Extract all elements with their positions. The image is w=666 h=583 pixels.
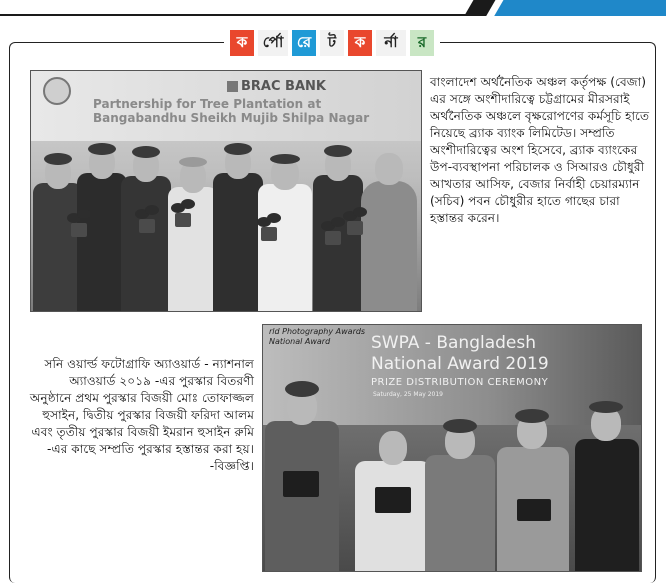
- title-tile-4: ট: [320, 30, 344, 56]
- camera-icon: [283, 471, 319, 497]
- article-swpa-award-text: সনি ওয়ার্ল্ড ফটোগ্রাফি অ্যাওয়ার্ড - ন্যাশনাল অ্যাওয়ার্ড ২০১৯ -এর পুরস্কার বিতরণী অনুষ্ঠানে প্রথম পুরস্কার বিজয়ী মোঃ তোফাজ্জল হুসাইন, দ্বিতীয় পুরস্কার বিজয়ী ফরিদা আলম এবং তৃতীয় পুরস্কার বিজয়ী ইমরান হুসাইন রুমি -এর কাছে সম্প্রতি পুরস্কার হস্তান্তর করা হয়। -বিজ্ঞপ্তি।: [29, 357, 254, 473]
- winner-2: [353, 401, 433, 571]
- brac-bank-brand: BRAC BANK: [241, 79, 326, 94]
- brac-bank-logo-icon: [227, 81, 238, 92]
- title-tile-6: র্না: [376, 30, 406, 56]
- winner-1: [263, 351, 341, 571]
- backdrop-left-text: rld Photography Awards National Award: [269, 327, 366, 346]
- camera-icon: [375, 487, 411, 513]
- tree-plantation-photo: [30, 70, 422, 312]
- top-rule: [0, 14, 478, 16]
- article-tree-plantation-text: বাংলাদেশ অর্থনৈতিক অঞ্চল কর্তৃপক্ষ (বেজা) এর সঙ্গে অংশীদারিত্বে চট্টগ্রামের মীরসরাই অর্থনৈতিক অঞ্চলে বৃক্ষরোপণের কর্মসূচি হাতে নিয়েছে ব্র্যাক ব্যাংক লিমিটেড। সম্প্রতি অংশীদারিত্বের অংশ হিসেবে, ব্র্যাক ব্যাংকের উপ-ব্যবস্থাপনা পরিচালক ও সিআরও চৌধুরী আখতার আসিফ, বেজার নির্বাহী চেয়ারম্যান (সচিব) পবন চৌধুরীর হাতে গাছের চারা হস্তান্তর করেন।: [430, 75, 650, 225]
- section-title-corporate-corner: [224, 30, 440, 58]
- winner-3: [423, 393, 497, 571]
- backdrop-date: Saturday, 25 May 2019: [373, 391, 443, 398]
- title-tile-2: র্পো: [258, 30, 288, 56]
- backdrop-subtitle: PRIZE DISTRIBUTION CEREMONY: [371, 377, 549, 388]
- title-tile-5: ক: [348, 30, 372, 56]
- title-tile-7: র: [410, 30, 434, 56]
- swpa-award-photo: [262, 324, 642, 572]
- camera-icon: [517, 499, 551, 521]
- title-tile-3: রে: [292, 30, 316, 56]
- backdrop-title: SWPA - Bangladesh National Award 2019: [371, 333, 549, 374]
- title-tile-1: ক: [230, 30, 254, 56]
- winner-5: [573, 373, 641, 571]
- person-8: [359, 121, 419, 311]
- header-tab: [494, 0, 666, 16]
- beza-logo-icon: [43, 77, 71, 105]
- backdrop-headline-line1: Partnership for Tree Plantation at: [93, 97, 322, 111]
- backdrop-headline-line2: Bangabandhu Sheikh Mujib Shilpa Nagar: [93, 111, 370, 125]
- winner-4: [495, 381, 571, 571]
